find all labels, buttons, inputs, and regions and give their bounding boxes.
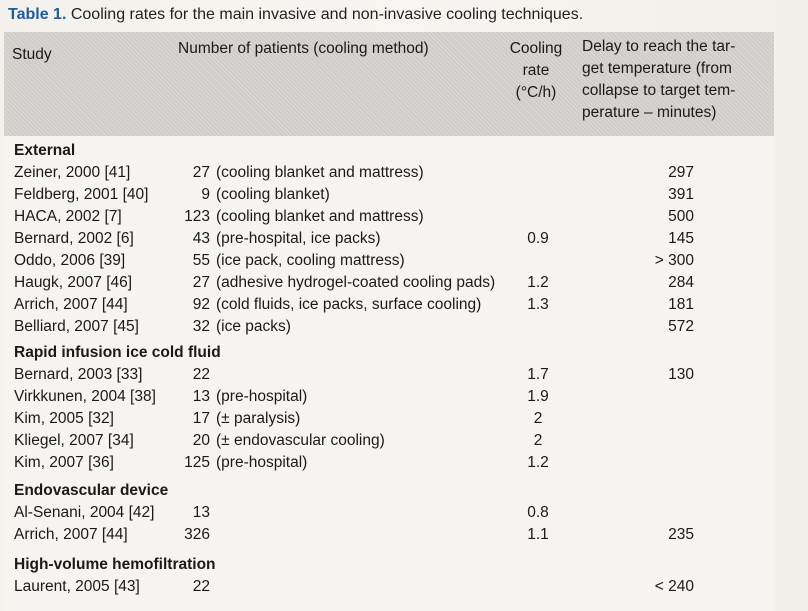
- cell-patients: 125: [184, 454, 210, 471]
- cell-patients: 326: [184, 526, 210, 543]
- cell-rate: 1.2: [527, 274, 549, 291]
- header-delay: [582, 36, 752, 124]
- table-row: [4, 208, 774, 230]
- cell-patients: 22: [192, 578, 210, 595]
- cell-study: Kim, 2005 [32]: [14, 410, 114, 427]
- cell-study: Kim, 2007 [36]: [14, 454, 114, 471]
- cell-delay: < 240: [654, 578, 694, 595]
- table-row: [4, 186, 774, 208]
- cell-method: (cold fluids, ice packs, surface cooling): [216, 296, 482, 313]
- cell-patients: 55: [192, 252, 210, 269]
- header-delay-line: perature – minutes): [582, 104, 717, 121]
- cell-patients: 43: [192, 230, 210, 247]
- cell-patients: 27: [192, 164, 210, 181]
- header-cooling-rate: [502, 38, 570, 104]
- group-title: High-volume hemofiltration: [14, 556, 216, 573]
- cell-method: (pre-hospital, ice packs): [216, 230, 381, 247]
- cell-delay: 284: [668, 274, 694, 291]
- header-rate-line: rate: [522, 62, 550, 79]
- cell-patients: 27: [192, 274, 210, 291]
- cell-study: Bernard, 2002 [6]: [14, 230, 134, 247]
- cell-study: Bernard, 2003 [33]: [14, 366, 143, 383]
- cell-method: (ice pack, cooling mattress): [216, 252, 405, 269]
- cell-rate: 1.3: [527, 296, 549, 313]
- cell-method: (ice packs): [216, 318, 291, 335]
- header-rate-line: Cooling: [509, 40, 563, 57]
- table-row: [4, 252, 774, 274]
- cell-study: Oddo, 2006 [39]: [14, 252, 126, 269]
- cell-method: (± endovascular cooling): [216, 432, 385, 449]
- cell-study: Arrich, 2007 [44]: [14, 526, 128, 543]
- cell-patients: 9: [201, 186, 210, 203]
- cell-study: Kliegel, 2007 [34]: [14, 432, 134, 449]
- cell-method: (± paralysis): [216, 410, 301, 427]
- cell-delay: 181: [668, 296, 694, 313]
- header-delay-line: Delay to reach the tar-: [582, 38, 736, 55]
- table-title: Cooling rates for the main invasive and non-invasive cooling techniques.: [70, 6, 584, 23]
- cell-delay: 297: [668, 164, 694, 181]
- cell-study: Virkkunen, 2004 [38]: [14, 388, 156, 405]
- table-row: [4, 230, 774, 252]
- cell-rate: 0.9: [527, 230, 549, 247]
- header-patients: Number of patients (cooling method): [178, 40, 429, 57]
- cell-study: Belliard, 2007 [45]: [14, 318, 139, 335]
- cell-rate: 0.8: [527, 504, 549, 521]
- table-header: [4, 32, 774, 136]
- table-row: [4, 504, 774, 526]
- cell-rate: 2: [533, 432, 543, 449]
- cell-method: (pre-hospital): [216, 388, 308, 405]
- group-title: Rapid infusion ice cold fluid: [14, 344, 221, 361]
- cell-delay: > 300: [654, 252, 694, 269]
- cell-patients: 92: [192, 296, 210, 313]
- cell-delay: 500: [668, 208, 694, 225]
- table-row: [4, 410, 774, 432]
- cell-study: Zeiner, 2000 [41]: [14, 164, 131, 181]
- cell-study: Haugk, 2007 [46]: [14, 274, 133, 291]
- cell-patients: 123: [184, 208, 210, 225]
- table-row: [4, 296, 774, 318]
- table-body: [4, 136, 774, 611]
- cell-delay: 130: [668, 366, 694, 383]
- table-label: Table 1.: [8, 6, 67, 23]
- header-rate-line: (°C/h): [515, 84, 557, 101]
- table-row: [4, 526, 774, 548]
- cell-patients: 32: [192, 318, 210, 335]
- cell-patients: 22: [192, 366, 210, 383]
- cell-study: Arrich, 2007 [44]: [14, 296, 128, 313]
- cell-study: Laurent, 2005 [43]: [14, 578, 140, 595]
- cell-delay: 572: [668, 318, 694, 335]
- cell-patients: 17: [192, 410, 210, 427]
- cell-study: Feldberg, 2001 [40]: [14, 186, 149, 203]
- cell-method: (cooling blanket): [216, 186, 330, 203]
- cell-delay: 145: [668, 230, 694, 247]
- cell-rate: 1.9: [527, 388, 549, 405]
- cell-delay: 235: [668, 526, 694, 543]
- header-delay-line: get temperature (from: [582, 60, 732, 77]
- cell-method: (pre-hospital): [216, 454, 308, 471]
- cell-study: Al-Senani, 2004 [42]: [14, 504, 155, 521]
- cell-rate: 1.2: [527, 454, 549, 471]
- cell-rate: 1.1: [527, 526, 549, 543]
- cell-patients: 20: [192, 432, 210, 449]
- cell-method: (cooling blanket and mattress): [216, 164, 424, 181]
- table-row: [4, 318, 774, 340]
- table-row: [4, 578, 774, 600]
- cell-study: HACA, 2002 [7]: [14, 208, 122, 225]
- table-row: [4, 432, 774, 454]
- cell-patients: 13: [192, 388, 210, 405]
- group-title: Endovascular device: [14, 482, 169, 499]
- table-row: [4, 274, 774, 296]
- header-study: Study: [12, 46, 52, 63]
- table-row: [4, 366, 774, 388]
- header-delay-line: collapse to target tem-: [582, 82, 736, 99]
- cell-delay: 391: [668, 186, 694, 203]
- table-row: [4, 454, 774, 476]
- table-caption: [8, 6, 583, 24]
- cell-method: (cooling blanket and mattress): [216, 208, 424, 225]
- group-title: External: [14, 142, 76, 159]
- cell-method: (adhesive hydrogel-coated cooling pads): [216, 274, 496, 291]
- cell-rate: 1.7: [527, 366, 549, 383]
- table-row: [4, 164, 774, 186]
- cell-patients: 13: [192, 504, 210, 521]
- table-row: [4, 388, 774, 410]
- cell-rate: 2: [533, 410, 543, 427]
